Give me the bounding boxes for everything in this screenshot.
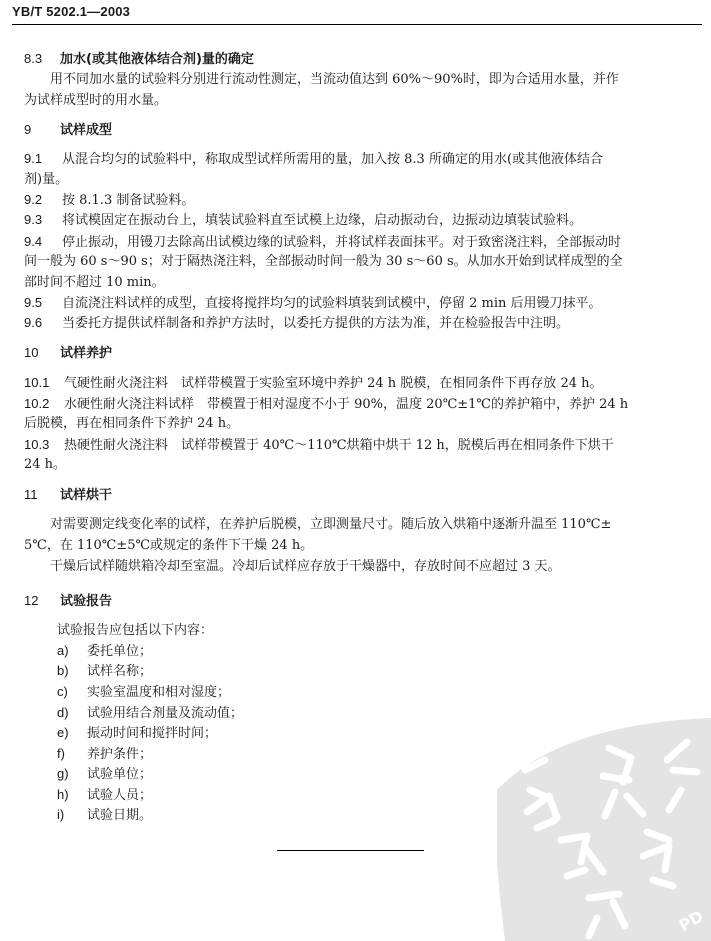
paragraph-line: 对需要测定线变化率的试样，在养护后脱模，立即测量尺寸。随后放入烘箱中逐渐升温至 110℃± — [50, 517, 612, 532]
clause-number: 10.3 — [24, 437, 50, 452]
clause-10-2 — [24, 394, 628, 414]
clause-9-4 — [24, 232, 621, 252]
paragraph-line: 为试样成型时的用水量。 — [24, 93, 168, 108]
clause-number: 9.3 — [24, 212, 43, 227]
clause-text: 从混合均匀的试验料中，称取成型试样所需用的量，加入按 8.3 所确定的用水(或其他液体结合 — [62, 152, 604, 167]
list-item — [57, 744, 152, 764]
list-marker: g) — [57, 766, 69, 781]
clause-number: 9.5 — [24, 295, 43, 310]
list-item-text: 养护条件； — [87, 747, 153, 762]
clause-9-1 — [24, 149, 603, 169]
paragraph-line: 5℃，在 110℃±5℃或规定的条件下干燥 24 h。 — [24, 538, 314, 553]
clause-9-6 — [24, 313, 569, 333]
list-item-text: 试验日期。 — [87, 808, 153, 823]
list-marker: a) — [57, 643, 69, 658]
standard-code: YB/T 5202.1—2003 — [12, 4, 131, 19]
clause-text: 热硬性耐火浇注料 试样带模置于 40℃～110℃烘箱中烘干 12 h，脱模后再在相同条件下烘干 — [64, 438, 614, 453]
list-item — [57, 785, 152, 805]
clause-number: 9.1 — [24, 151, 43, 166]
section-number: 11 — [24, 487, 38, 502]
section-number: 8.3 — [24, 51, 43, 66]
section-number: 12 — [24, 593, 39, 608]
svg-text:PD: PD — [675, 906, 707, 936]
list-marker: h) — [57, 787, 69, 802]
list-item-text: 试验单位； — [87, 767, 153, 782]
clause-continuation: 间一般为 60 s～90 s；对于隔热浇注料，全部振动时间一般为 30 s～60 s。从加水开始到试样成型的全 — [24, 254, 623, 269]
clause-text: 按 8.1.3 制备试验料。 — [62, 193, 195, 208]
section-title: 试样养护 — [60, 346, 113, 361]
clause-text: 停止振动，用镘刀去除高出试模边缘的试验料，并将试样表面抹平。对于致密浇注料，全部振动时 — [62, 235, 622, 250]
section-title: 试验报告 — [60, 594, 113, 609]
section-heading-8-3 — [24, 49, 254, 69]
list-marker: i) — [57, 807, 65, 822]
list-item — [57, 723, 217, 743]
clause-continuation: 后脱模，再在相同条件下养护 24 h。 — [24, 416, 240, 431]
clause-number: 10.1 — [24, 375, 50, 390]
list-item — [57, 661, 152, 681]
clause-continuation: 剂)量。 — [24, 172, 69, 187]
list-item — [57, 641, 152, 661]
clause-text: 将试模固定在振动台上，填装试验料直至试模上边缘，启动振动台，边振动边填装试验料。 — [62, 213, 583, 228]
clause-10-1 — [24, 373, 603, 393]
list-item-text: 试验用结合剂量及流动值； — [87, 706, 244, 721]
clause-number: 9.6 — [24, 315, 43, 330]
list-item — [57, 703, 243, 723]
section-number: 10 — [24, 345, 39, 360]
list-item-text: 试样名称； — [87, 664, 153, 679]
clause-text: 水硬性耐火浇注料试样 带模置于相对湿度不小于 90%，温度 20℃±1℃的养护箱中，养护 24 h — [64, 397, 629, 412]
clause-number: 9.4 — [24, 234, 43, 249]
clause-text: 当委托方提供试样制备和养护方法时，以委托方提供的方法为准，并在检验报告中注明。 — [62, 316, 570, 331]
list-item — [57, 805, 152, 825]
section-heading-9 — [24, 120, 112, 140]
section-heading-10 — [24, 343, 112, 363]
seal-watermark — [497, 700, 711, 941]
clause-number: 10.2 — [24, 396, 50, 411]
clause-9-3 — [24, 210, 582, 230]
header-rule — [12, 24, 702, 25]
section-number: 9 — [24, 122, 32, 137]
clause-text: 气硬性耐火浇注料 试样带模置于实验室环境中养护 24 h 脱模，在相同条件下再存放 24 h。 — [64, 376, 603, 391]
clause-continuation: 24 h。 — [24, 457, 67, 472]
clause-number: 9.2 — [24, 192, 43, 207]
list-marker: b) — [57, 663, 69, 678]
list-item-text: 试验人员； — [87, 788, 153, 803]
list-marker: d) — [57, 705, 69, 720]
report-intro: 试验报告应包括以下内容： — [57, 623, 214, 638]
clause-continuation: 部时间不超过 10 min。 — [24, 275, 165, 290]
clause-10-3 — [24, 435, 614, 455]
clause-9-5 — [24, 293, 602, 313]
list-marker: f) — [57, 746, 65, 761]
list-item-text: 振动时间和搅拌时间； — [87, 726, 218, 741]
list-item-text: 委托单位； — [87, 644, 153, 659]
section-title: 试样成型 — [60, 123, 113, 138]
clause-text: 自流浇注料试样的成型，直接将搅拌均匀的试验料填装到试模中，停留 2 min 后用镘刀抹平。 — [62, 296, 602, 311]
list-item — [57, 682, 230, 702]
section-title: 试样烘干 — [60, 488, 113, 503]
end-rule — [277, 850, 424, 851]
paragraph-line: 干燥后试样随烘箱冷却至室温。冷却后试样应存放于干燥器中，存放时间不应超过 3 天。 — [50, 559, 561, 574]
list-marker: e) — [57, 725, 69, 740]
section-heading-12 — [24, 591, 112, 611]
list-marker: c) — [57, 684, 68, 699]
list-item-text: 实验室温度和相对湿度； — [87, 685, 231, 700]
paragraph-line: 用不同加水量的试验料分别进行流动性测定，当流动值达到 60%～90%时，即为合适用水量，并作 — [50, 72, 619, 87]
clause-9-2 — [24, 190, 194, 210]
section-heading-11 — [24, 485, 112, 505]
list-item — [57, 764, 152, 784]
section-title: 加水(或其他液体结合剂)量的确定 — [60, 52, 254, 67]
